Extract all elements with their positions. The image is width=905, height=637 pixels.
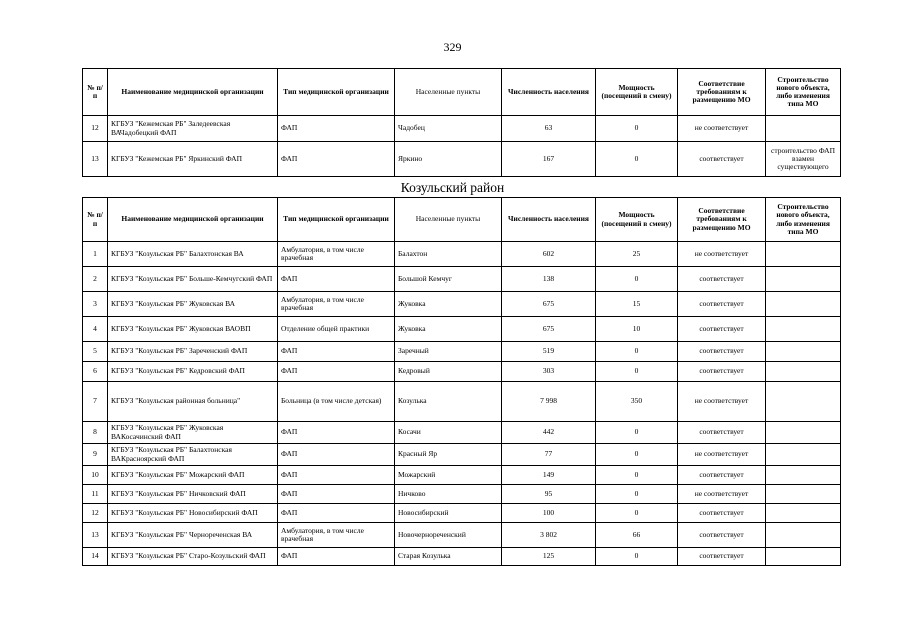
org-name-cell: КГБУЗ "Козульская РБ" Зареченский ФАП: [108, 342, 278, 362]
capacity-cell: 25: [596, 242, 678, 267]
org-name-cell: КГБУЗ "Козульская РБ" Чернореченская ВА: [108, 523, 278, 548]
construction-cell: [766, 292, 841, 317]
capacity-cell: 10: [596, 317, 678, 342]
compliance-cell: соответствует: [678, 466, 766, 485]
population-cell: 303: [502, 362, 596, 382]
org-type-cell: ФАП: [278, 116, 395, 142]
table-row: [83, 444, 841, 466]
settlement-cell: Жуковка: [395, 292, 502, 317]
header-population: Численность населения: [502, 198, 596, 242]
org-name-cell: КГБУЗ "Козульская РБ" Жуковская ВАКосачинский ФАП: [108, 422, 278, 444]
construction-cell: [766, 317, 841, 342]
compliance-cell: соответствует: [678, 504, 766, 523]
population-cell: 167: [502, 142, 596, 177]
compliance-cell: не соответствует: [678, 116, 766, 142]
table-header-row: [83, 69, 841, 116]
compliance-cell: соответствует: [678, 548, 766, 566]
org-name-cell: КГБУЗ "Козульская районная больница": [108, 382, 278, 422]
table-kozulsky: [82, 197, 841, 566]
header-capacity: Мощность (посещений в смену): [596, 198, 678, 242]
settlement-cell: Старая Козулька: [395, 548, 502, 566]
row-number-cell: 4: [83, 317, 108, 342]
row-number-cell: 9: [83, 444, 108, 466]
header-settlements: Населенные пункты: [395, 198, 502, 242]
table-row: [83, 548, 841, 566]
org-type-cell: ФАП: [278, 548, 395, 566]
header-population: Численность населения: [502, 69, 596, 116]
population-cell: 3 802: [502, 523, 596, 548]
compliance-cell: не соответствует: [678, 382, 766, 422]
construction-cell: [766, 523, 841, 548]
capacity-cell: 0: [596, 422, 678, 444]
row-number-cell: 5: [83, 342, 108, 362]
settlement-cell: Козулька: [395, 382, 502, 422]
org-name-cell: КГБУЗ "Козульская РБ" Балахтонская ВАКрасноярский ФАП: [108, 444, 278, 466]
settlement-cell: Красный Яр: [395, 444, 502, 466]
population-cell: 442: [502, 422, 596, 444]
row-number-cell: 13: [83, 142, 108, 177]
capacity-cell: 0: [596, 444, 678, 466]
capacity-cell: 0: [596, 362, 678, 382]
org-name-cell: КГБУЗ "Козульская РБ" Кедровский ФАП: [108, 362, 278, 382]
org-name-cell: КГБУЗ "Козульская РБ" Больше-Кемчугский ФАП: [108, 267, 278, 292]
construction-cell: [766, 504, 841, 523]
org-name-cell: КГБУЗ "Козульская РБ" Старо-Козульский ФАП: [108, 548, 278, 566]
section-title: Козульский район: [400, 180, 505, 195]
construction-cell: строительство ФАП взамен существующего: [766, 142, 841, 177]
org-type-cell: ФАП: [278, 342, 395, 362]
org-type-cell: ФАП: [278, 422, 395, 444]
population-cell: 675: [502, 317, 596, 342]
row-number-cell: 12: [83, 116, 108, 142]
compliance-cell: соответствует: [678, 362, 766, 382]
compliance-cell: не соответствует: [678, 242, 766, 267]
org-type-cell: ФАП: [278, 362, 395, 382]
row-number-cell: 7: [83, 382, 108, 422]
population-cell: 138: [502, 267, 596, 292]
table-row: [83, 362, 841, 382]
settlement-cell: Яркино: [395, 142, 502, 177]
org-type-cell: ФАП: [278, 142, 395, 177]
header-compliance: Соответствие требованиям к размещению МО: [678, 69, 766, 116]
table-kezhemsky: [82, 68, 841, 177]
row-number-cell: 10: [83, 466, 108, 485]
compliance-cell: соответствует: [678, 317, 766, 342]
table-row: [83, 504, 841, 523]
org-name-cell: КГБУЗ "Козульская РБ" Новосибирский ФАП: [108, 504, 278, 523]
construction-cell: [766, 422, 841, 444]
settlement-cell: Ничково: [395, 485, 502, 504]
header-num: № п/п: [83, 69, 108, 116]
construction-cell: [766, 242, 841, 267]
settlement-cell: Можарский: [395, 466, 502, 485]
capacity-cell: 0: [596, 267, 678, 292]
org-type-cell: ФАП: [278, 504, 395, 523]
capacity-cell: 0: [596, 116, 678, 142]
org-name-cell: КГБУЗ "Кежемская РБ" Яркинский ФАП: [108, 142, 278, 177]
capacity-cell: 0: [596, 142, 678, 177]
org-type-cell: Амбулатория, в том числе врачебная: [278, 242, 395, 267]
population-cell: 7 998: [502, 382, 596, 422]
org-type-cell: Отделение общей практики: [278, 317, 395, 342]
compliance-cell: соответствует: [678, 422, 766, 444]
capacity-cell: 0: [596, 485, 678, 504]
population-cell: 63: [502, 116, 596, 142]
header-type: Тип медицинской организации: [278, 69, 395, 116]
table-row: [83, 523, 841, 548]
org-type-cell: ФАП: [278, 485, 395, 504]
capacity-cell: 66: [596, 523, 678, 548]
construction-cell: [766, 116, 841, 142]
compliance-cell: соответствует: [678, 142, 766, 177]
table-row: [83, 292, 841, 317]
table-row: [83, 382, 841, 422]
construction-cell: [766, 382, 841, 422]
settlement-cell: Косачи: [395, 422, 502, 444]
org-name-cell: КГБУЗ "Козульская РБ" Ничковский ФАП: [108, 485, 278, 504]
table-row: [83, 317, 841, 342]
settlement-cell: Новочернореченский: [395, 523, 502, 548]
header-type: Тип медицинской организации: [278, 198, 395, 242]
settlement-cell: Балахтон: [395, 242, 502, 267]
org-name-cell: КГБУЗ "Козульская РБ" Можарский ФАП: [108, 466, 278, 485]
compliance-cell: соответствует: [678, 523, 766, 548]
page-number: 329: [443, 40, 462, 54]
row-number-cell: 13: [83, 523, 108, 548]
construction-cell: [766, 548, 841, 566]
settlement-cell: Заречный: [395, 342, 502, 362]
construction-cell: [766, 362, 841, 382]
table-row: [83, 142, 841, 177]
header-settlements: Населенные пункты: [395, 69, 502, 116]
header-compliance: Соответствие требованиям к размещению МО: [678, 198, 766, 242]
capacity-cell: 0: [596, 466, 678, 485]
row-number-cell: 8: [83, 422, 108, 444]
construction-cell: [766, 267, 841, 292]
settlement-cell: Большой Кемчуг: [395, 267, 502, 292]
population-cell: 125: [502, 548, 596, 566]
compliance-cell: не соответствует: [678, 485, 766, 504]
capacity-cell: 0: [596, 342, 678, 362]
header-construction: Строительство нового объекта, либо изменения типа МО: [766, 198, 841, 242]
row-number-cell: 14: [83, 548, 108, 566]
compliance-cell: соответствует: [678, 342, 766, 362]
capacity-cell: 0: [596, 504, 678, 523]
population-cell: 602: [502, 242, 596, 267]
header-name: Наименование медицинской организации: [108, 198, 278, 242]
header-construction: Строительство нового объекта, либо изменения типа МО: [766, 69, 841, 116]
org-type-cell: Амбулатория, в том числе врачебная: [278, 292, 395, 317]
settlement-cell: Чадобец: [395, 116, 502, 142]
row-number-cell: 2: [83, 267, 108, 292]
table-row: [83, 466, 841, 485]
table-row: [83, 116, 841, 142]
table-row: [83, 242, 841, 267]
org-type-cell: Амбулатория, в том числе врачебная: [278, 523, 395, 548]
row-number-cell: 3: [83, 292, 108, 317]
row-number-cell: 6: [83, 362, 108, 382]
table-row: [83, 342, 841, 362]
org-name-cell: КГБУЗ "Кежемская РБ" Заледеевская ВАЧадобецкий ФАП: [108, 116, 278, 142]
population-cell: 95: [502, 485, 596, 504]
compliance-cell: соответствует: [678, 267, 766, 292]
compliance-cell: не соответствует: [678, 444, 766, 466]
row-number-cell: 1: [83, 242, 108, 267]
capacity-cell: 15: [596, 292, 678, 317]
org-type-cell: ФАП: [278, 466, 395, 485]
settlement-cell: Жуковка: [395, 317, 502, 342]
row-number-cell: 11: [83, 485, 108, 504]
settlement-cell: Кедровый: [395, 362, 502, 382]
construction-cell: [766, 342, 841, 362]
org-type-cell: Больница (в том числе детская): [278, 382, 395, 422]
org-type-cell: ФАП: [278, 444, 395, 466]
table-header-row: [83, 198, 841, 242]
construction-cell: [766, 485, 841, 504]
construction-cell: [766, 444, 841, 466]
compliance-cell: соответствует: [678, 292, 766, 317]
population-cell: 519: [502, 342, 596, 362]
population-cell: 149: [502, 466, 596, 485]
population-cell: 675: [502, 292, 596, 317]
table-row: [83, 267, 841, 292]
row-number-cell: 12: [83, 504, 108, 523]
org-name-cell: КГБУЗ "Козульская РБ" Жуковская ВАОВП: [108, 317, 278, 342]
header-capacity: Мощность (посещений в смену): [596, 69, 678, 116]
construction-cell: [766, 466, 841, 485]
org-name-cell: КГБУЗ "Козульская РБ" Балахтонская ВА: [108, 242, 278, 267]
settlement-cell: Новосибирский: [395, 504, 502, 523]
header-name: Наименование медицинской организации: [108, 69, 278, 116]
population-cell: 77: [502, 444, 596, 466]
population-cell: 100: [502, 504, 596, 523]
table-row: [83, 485, 841, 504]
org-type-cell: ФАП: [278, 267, 395, 292]
org-name-cell: КГБУЗ "Козульская РБ" Жуковская ВА: [108, 292, 278, 317]
header-num: № п/п: [83, 198, 108, 242]
capacity-cell: 0: [596, 548, 678, 566]
table-row: [83, 422, 841, 444]
capacity-cell: 350: [596, 382, 678, 422]
